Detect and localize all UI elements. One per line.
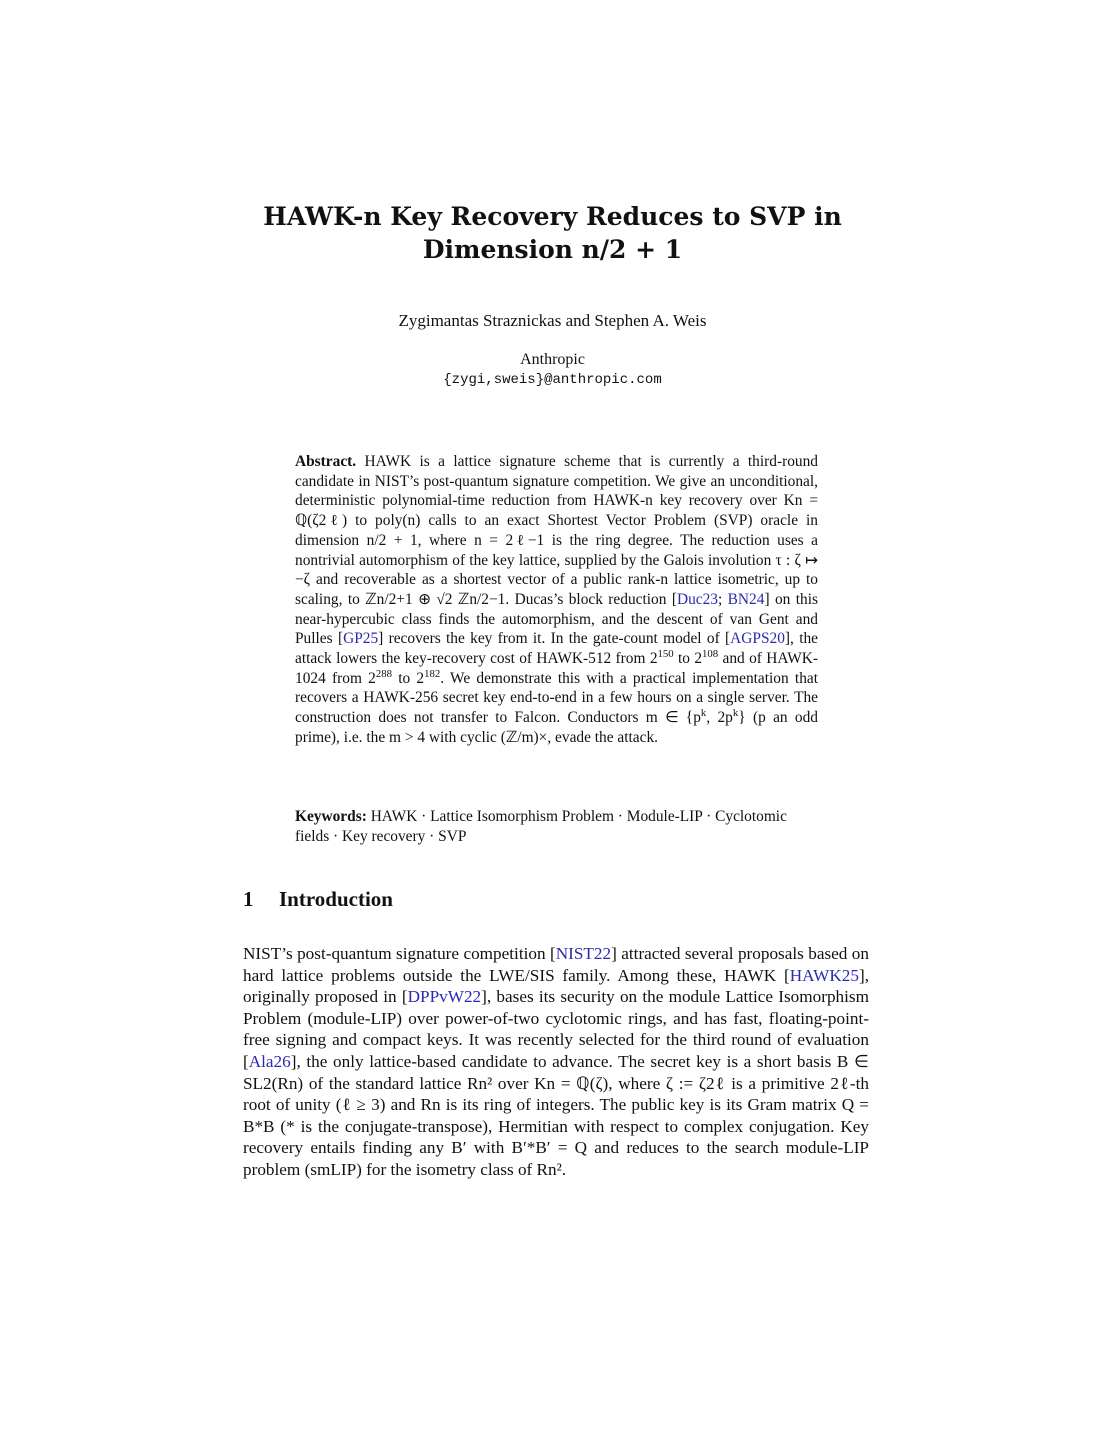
keywords [295, 807, 818, 847]
paper-title [200, 200, 905, 266]
section-number: 1 [243, 887, 254, 911]
author-email: {zygi,sweis}@anthropic.com [443, 372, 662, 388]
citation-link[interactable]: Ala26 [248, 1051, 291, 1071]
citation-link[interactable]: BN24 [727, 590, 765, 608]
abstract [295, 452, 818, 748]
section-heading [243, 887, 393, 912]
citation-link[interactable]: Duc23 [676, 590, 718, 608]
superscript: 182 [424, 667, 441, 680]
keywords-list: HAWK · Lattice Isomorphism Problem · Module-LIP · Cyclotomic fields · Key recovery · SVP [295, 808, 787, 845]
keywords-label: Keywords: [295, 808, 367, 825]
title-line-2: Dimension n/2 + 1 [422, 235, 683, 264]
citation-link[interactable]: NIST22 [555, 944, 612, 963]
citation-link[interactable]: DPPvW22 [407, 987, 482, 1007]
superscript: 108 [702, 647, 719, 660]
introduction-paragraph: NIST’s post-quantum signature competition [NIST22] attracted several proposals based on hard lattice problems outside the LWE/SIS family. Among these, HAWK [HAWK25], originally proposed in [DPPvW22], bases its security on the module Lattice Isomorphism Problem (module-LIP) over power-of-two cyclotomic rings, and has fast, floating-point-free signing and compact keys. It was recently selected for the third round of evaluation [Ala26], the only lattice-based candidate to advance. The secret key is a short basis B ∈ SL2(Rn) of the standard lattice Rn² over Kn = ℚ(ζ), where ζ := ζ2ℓ is a primitive 2ℓ-th root of unity (ℓ ≥ 3) and Rn is its ring of integers. The public key is its Gram matrix Q = B*B (* is the conjugate-transpose), Hermitian with respect to complex conjugation. Key recovery entails finding any B′ with B′*B′ = Q and reduces to the search module-LIP problem (smLIP) for the isometry class of Rn². [243, 944, 869, 1179]
affiliation-block [200, 349, 905, 391]
affiliation: Anthropic [520, 351, 585, 368]
abstract-label: Abstract. [295, 453, 357, 470]
citation-link[interactable]: HAWK25 [789, 965, 859, 985]
superscript: k [700, 707, 707, 720]
superscript: 150 [657, 647, 674, 660]
author-list: Zygimantas Straznickas and Stephen A. Weis [398, 311, 707, 330]
superscript: 288 [375, 667, 392, 680]
citation-link[interactable]: AGPS20 [730, 630, 785, 648]
title-line-1: HAWK-n Key Recovery Reduces to SVP in [263, 202, 842, 231]
citation-link[interactable]: GP25 [343, 630, 379, 648]
abstract-body: HAWK is a lattice signature scheme that is currently a third-round candidate in NIST’s post-quantum signature competition. We give an unconditional, deterministic polynomial-time reduction from HAWK-n key recovery over Kn = ℚ(ζ2ℓ) to poly(n) calls to an exact Shortest Vector Problem (SVP) oracle in dimension n/2 + 1, where n = 2ℓ−1 is the ring degree. The reduction uses a nontrivial automorphism of the key lattice, supplied by the Galois involution τ : ζ ↦ −ζ and recoverable as a shortest vector of a public rank-n lattice isometric, up to scaling, to ℤn/2+1 ⊕ √2 ℤn/2−1. Ducas’s block reduction [Duc23; BN24] on this near-hypercubic class finds the automorphism, and the descent of van Gent and Pulles [GP25] recovers the key from it. In the gate-count model of [AGPS20], the attack lowers the key-recovery cost of HAWK-512 from $2^{150}$ to $2^{108}$ and of HAWK-1024 from $2^{288}$ to $2^{182}$. We demonstrate this with a practical implementation that recovers a HAWK-256 secret key end-to-end in a few hours on a single server. The construction does not transfer to Falcon. Conductors m ∈ {$p^k$, $2p^k$} (p an odd prime), i.e. the m > 4 with cyclic (ℤ/m)×, evade the attack. [295, 453, 819, 746]
section-title: Introduction [279, 887, 393, 911]
superscript: k [732, 707, 739, 720]
